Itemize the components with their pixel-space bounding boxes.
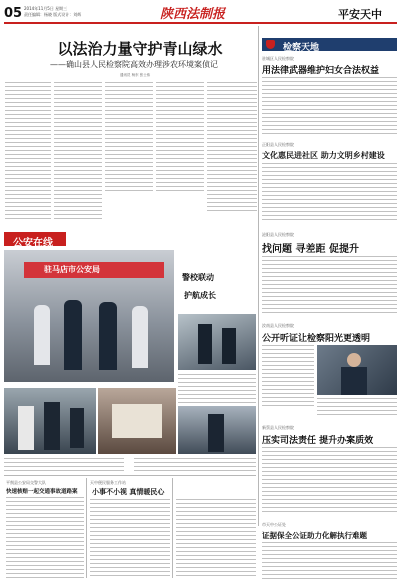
a5-title: 压实司法责任 提升办案质效: [262, 436, 374, 446]
masthead-rule: [4, 22, 397, 24]
a5-body: [262, 447, 397, 515]
b3-body-right: [262, 542, 397, 580]
a2-body: [262, 163, 397, 223]
b2-kicker: 天中便民服务工作站: [90, 480, 126, 485]
gongan-photo-caption: [178, 374, 256, 404]
a4-kicker: 汝南县人民检察院: [262, 323, 294, 328]
photo-sign: 驻马店市公安局: [44, 265, 100, 274]
b3-body: [176, 499, 256, 579]
gongan-photo-3: [4, 388, 96, 454]
gongan-photo-2: [178, 314, 256, 370]
bottom-col-divider-2: [172, 478, 173, 578]
right-column-divider: [258, 26, 259, 526]
gongan-photo-4: [98, 388, 176, 454]
bottom-rule: [4, 475, 256, 476]
gongan-caption-left: [4, 458, 124, 472]
gongan-caption-right: [134, 458, 256, 472]
a3-body: [262, 256, 397, 316]
a3-title: 找问题 寻差距 促提升: [262, 244, 359, 255]
gongan-tagline-1: 警校联动: [182, 272, 214, 282]
a4-photo: [317, 345, 397, 395]
a1-kicker: 驻城区人民检察院: [262, 56, 294, 61]
lead-body-col3: [105, 82, 153, 192]
lead-subtitle: ——确山县人民检察院高效办理涉农环境案侦记: [50, 60, 218, 69]
gongan-photo-5: [178, 406, 256, 454]
a1-title: 用法律武器维护妇女合法权益: [262, 66, 380, 76]
lead-body-col2: [54, 82, 102, 220]
b2-body: [90, 499, 170, 579]
lead-byline: 通讯员 杨东 张士伟: [120, 73, 151, 77]
gongan-header: 公安在线: [13, 238, 53, 249]
b2-title: 小事不小视 真情暖民心: [92, 488, 165, 496]
jiancha-header: 检察天地: [283, 43, 320, 53]
section-title: 平安天中: [338, 8, 382, 21]
page-number: 05: [4, 6, 23, 21]
gongan-main-photo: [4, 250, 174, 382]
a4-title: 公开听证让检察阳光更透明: [262, 334, 371, 344]
b3-title: 证据保全公证助力化解执行难题: [262, 531, 367, 540]
a4-body: [262, 345, 314, 409]
lead-body-col4: [156, 82, 204, 192]
a4-body-right: [317, 398, 397, 418]
b1-title: 快速核赔一起交通事故道路案: [6, 489, 78, 495]
lead-body-col5: [207, 82, 257, 212]
b1-kicker: 平舆县公安局交警大队: [6, 480, 46, 485]
bottom-col-divider-1: [86, 478, 87, 578]
jiancha-shield-icon: [266, 40, 275, 49]
edition-line: 责任编辑：杨晓 版式设计：刘辉: [24, 12, 82, 17]
a2-title: 文化惠民进社区 助力文明乡村建设: [262, 151, 385, 160]
a1-body: [262, 77, 397, 137]
lead-title: 以法治力量守护青山绿水: [57, 40, 223, 58]
date-line: 2014年11月5日 星期三: [24, 6, 68, 11]
a5-kicker: 新蔡县人民检察院: [262, 425, 294, 430]
lead-body-col1: [5, 82, 51, 220]
a2-kicker: 正阳县人民检察院: [262, 142, 294, 147]
b3-kicker: 市天中公证处: [262, 522, 286, 527]
paper-logo: 陕西法制报: [160, 7, 226, 22]
a3-kicker: 泌阳县人民检察院: [262, 232, 294, 237]
gongan-tagline-2: 护航成长: [184, 290, 216, 300]
b1-body: [6, 497, 84, 579]
